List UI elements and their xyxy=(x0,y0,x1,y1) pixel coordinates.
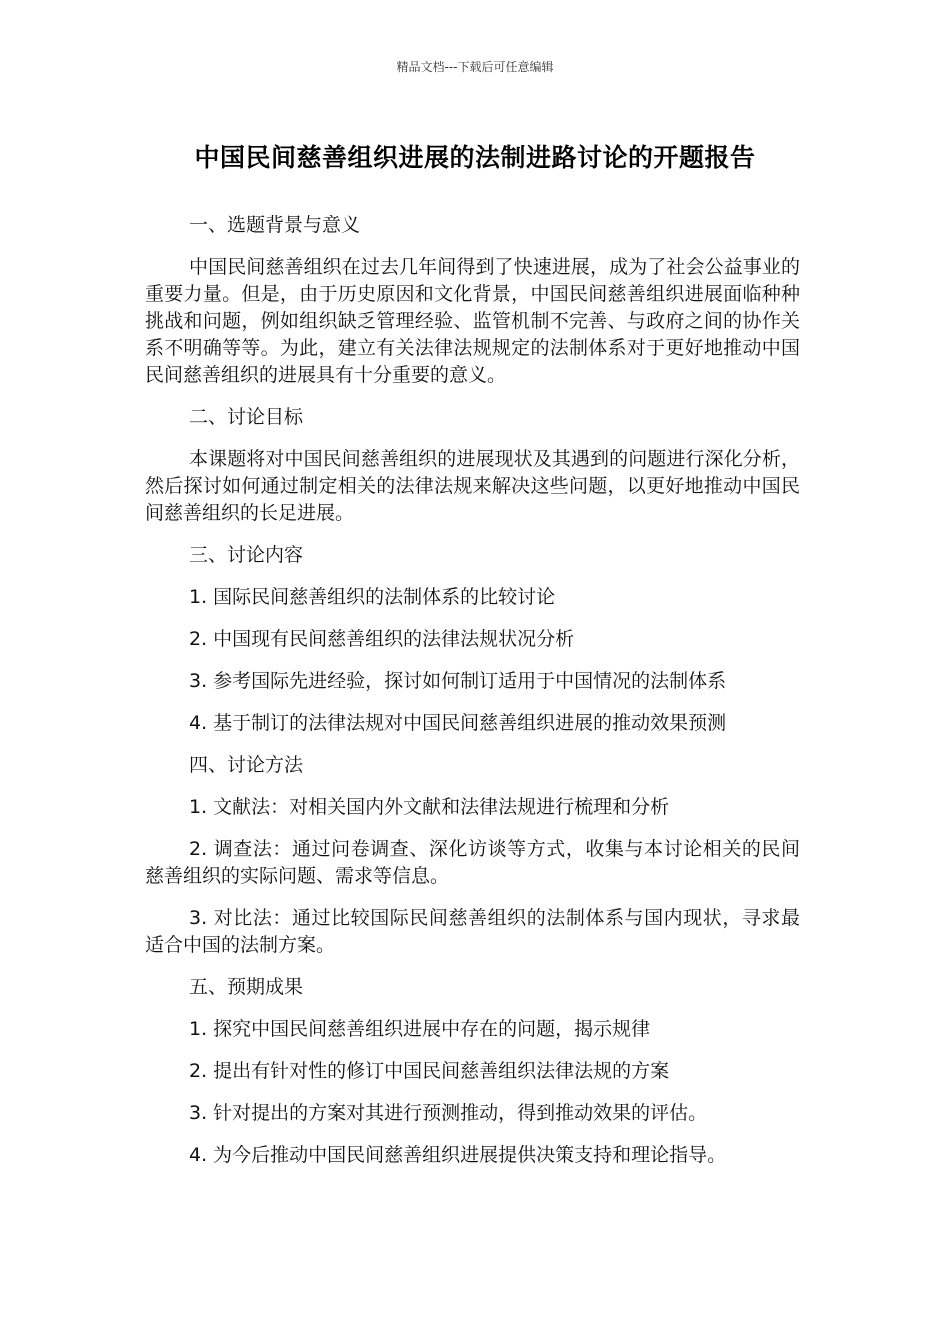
outcome-item-4: 4. 为今后推动中国民间慈善组织进展提供决策支持和理论指导。 xyxy=(189,1144,727,1166)
paragraph-background: 中国民间慈善组织在过去几年间得到了快速进展，成为了社会公益事业的重要力量。但是，由于历史原因和文化背景，中国民间慈善组织进展面临种种挑战和问题，例如组织缺乏管理经验、监管机制不完善、与政府之间的协作关系不明确等等。为此，建立有关法律法规规定的法制体系对于更好地推动中国民间慈善组织的进展具有十分重要的意义。 xyxy=(145,256,800,386)
section-heading-methods: 四、讨论方法 xyxy=(189,754,304,776)
header-note: 精品文档---下载后可任意编辑 xyxy=(396,60,554,74)
section-heading-background: 一、选题背景与意义 xyxy=(189,214,361,236)
content-item-3: 3. 参考国际先进经验，探讨如何制订适用于中国情况的法制体系 xyxy=(189,670,727,692)
document-body xyxy=(145,212,800,1184)
section-heading-goals: 二、讨论目标 xyxy=(189,406,304,428)
method-item-3: 3. 对比法：通过比较国际民间慈善组织的法制体系与国内现状，寻求最适合中国的法制方案。 xyxy=(145,907,800,956)
outcome-item-2: 2. 提出有针对性的修订中国民间慈善组织法律法规的方案 xyxy=(189,1060,670,1082)
content-item-2: 2. 中国现有民间慈善组织的法律法规状况分析 xyxy=(189,628,575,650)
section-heading-content: 三、讨论内容 xyxy=(189,544,304,566)
document-title: 中国民间慈善组织进展的法制进路讨论的开题报告 xyxy=(194,143,756,172)
method-item-2: 2. 调查法：通过问卷调查、深化访谈等方式，收集与本讨论相关的民间慈善组织的实际问题、需求等信息。 xyxy=(145,838,800,887)
outcome-item-3: 3. 针对提出的方案对其进行预测推动，得到推动效果的评估。 xyxy=(189,1102,708,1124)
paragraph-goals: 本课题将对中国民间慈善组织的进展现状及其遇到的问题进行深化分析，然后探讨如何通过制定相关的法律法规来解决这些问题，以更好地推动中国民间慈善组织的长足进展。 xyxy=(145,448,800,524)
section-heading-outcomes: 五、预期成果 xyxy=(189,976,304,998)
content-item-1: 1. 国际民间慈善组织的法制体系的比较讨论 xyxy=(189,586,556,608)
content-item-4: 4. 基于制订的法律法规对中国民间慈善组织进展的推动效果预测 xyxy=(189,712,727,734)
method-item-1: 1. 文献法：对相关国内外文献和法律法规进行梳理和分析 xyxy=(189,796,670,818)
outcome-item-1: 1. 探究中国民间慈善组织进展中存在的问题，揭示规律 xyxy=(189,1018,651,1040)
